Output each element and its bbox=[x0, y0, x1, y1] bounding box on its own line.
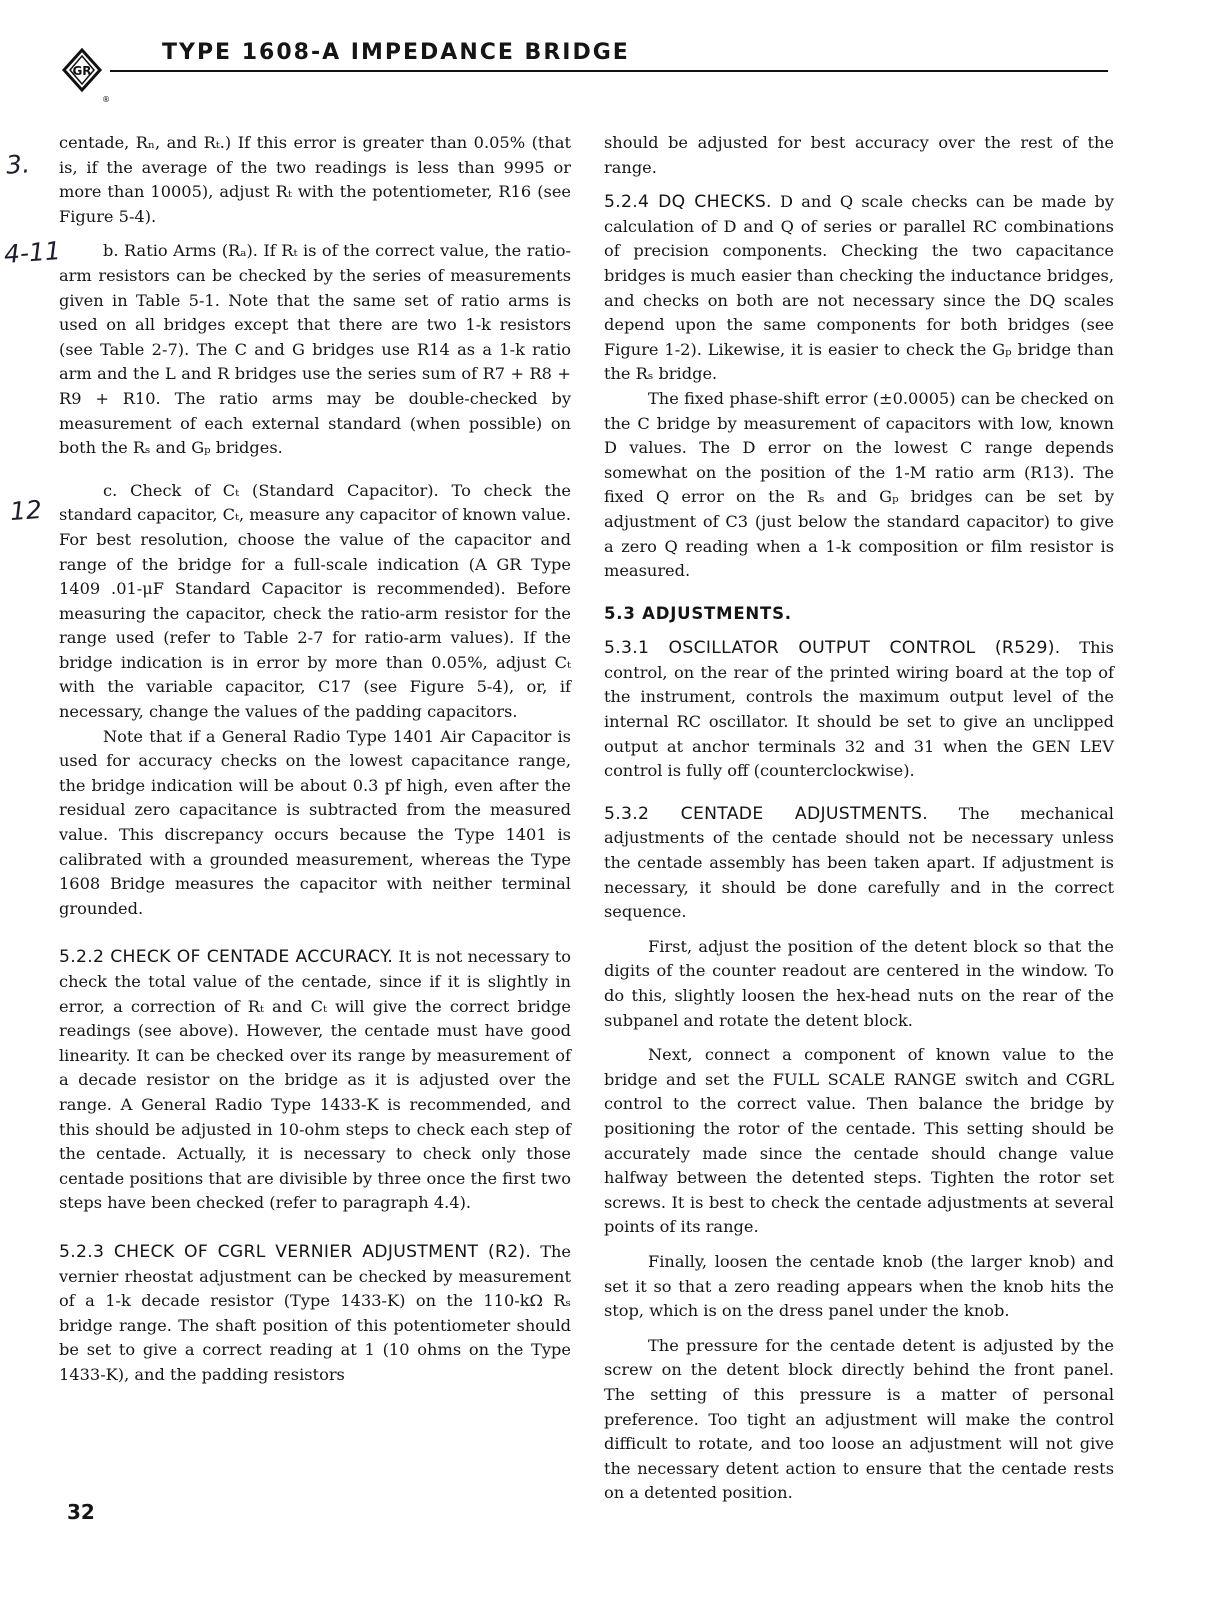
right-column bbox=[604, 131, 1114, 1506]
gr-logo-icon bbox=[60, 46, 112, 104]
paragraph-phase-shift: The fixed phase-shift error (±0.0005) can be checked on the C bridge by measurement of capacitors with low, known D values. The D error on the lowest C range depends somewhat on the position of the 1-M ratio arm (R13). The fixed Q error on the Rₛ and Gₚ bridges can be set by adjustment of C3 (just below the standard capacitor) to give a zero Q reading when a 1-k composition or film resistor is measured. bbox=[604, 388, 1114, 581]
section-5-3-heading bbox=[604, 602, 1114, 627]
registered-mark: ® bbox=[102, 95, 110, 104]
page-header-title: TYPE 1608-A IMPEDANCE BRIDGE bbox=[162, 40, 630, 65]
section-5-3-2 bbox=[604, 802, 1114, 925]
page-number: 32 bbox=[67, 1500, 95, 1524]
section-heading: 5.2.2 CHECK OF CENTADE ACCURACY. bbox=[59, 947, 394, 968]
section-body: The mechanical adjustments of the centade should not be necessary unless the centade assembly has been taken apart. If adjustment is necessary, it should be done carefully and in the correct sequence. bbox=[604, 803, 1114, 922]
section-5-2-2 bbox=[59, 945, 571, 1216]
section-heading: 5.2.4 DQ CHECKS. bbox=[604, 192, 772, 213]
paragraph-balance-bridge: Next, connect a component of known value to the bridge and set the FULL SCALE RANGE switch and CGRL control to the correct value. Then balance the bridge by positioning the rotor of the centade. This setting should be accurately made since the centade should change value halfway between the detented steps. Tighten the rotor set screws. It is best to check the centade adjustments at several points of its range. bbox=[604, 1045, 1114, 1237]
section-body: This control, on the rear of the printed wiring board at the top of the instrument, controls the maximum output level of the internal RC oscillator. It should be set to give an unclipped output at anchor terminals 32 and 31 when the GEN LEV control is fully off (counterclockwise). bbox=[604, 638, 1114, 781]
margin-note-3: 12 bbox=[9, 494, 43, 527]
section-5-2-4 bbox=[604, 190, 1114, 387]
logo-lettering: GR bbox=[72, 64, 92, 78]
section-heading: 5.3.2 CENTADE ADJUSTMENTS. bbox=[604, 803, 928, 824]
margin-note-2: 4-11 bbox=[3, 236, 62, 269]
paragraph: should be adjusted for best accuracy over the rest of the range. bbox=[604, 133, 1114, 177]
section-body: D and Q scale checks can be made by calculation of D and Q of series or parallel RC combinations of precision components. Checking the two capacitance bridges is much easier than checking the inductance bridges, and checks on both are not necessary since the DQ scales depend upon the same components for both bridges (see Figure 1-2). Likewise, it is easier to check the Gₚ bridge than the Rₛ bridge. bbox=[604, 192, 1114, 384]
section-body: It is not necessary to check the total value of the centade, since if it is slightly in error, a correction of Rₜ and Cₜ will give the correct bridge readings (see above). However, the centade must have good linearity. It can be checked over its range by measurement of a decade resistor on the bridge as it is adjusted over the range. A General Radio Type 1433-K is recommended, and this should be adjusted in 10-ohm steps to check each step of the centade. Actually, it is necessary to check only those centade positions that are divisible by three once the first two steps have been checked (refer to paragraph 4.4). bbox=[59, 947, 571, 1213]
section-heading: 5.2.3 CHECK OF CGRL VERNIER ADJUSTMENT (R2). bbox=[59, 1241, 532, 1262]
header-rule bbox=[110, 70, 1108, 72]
section-heading: 5.3.1 OSCILLATOR OUTPUT CONTROL (R529). bbox=[604, 638, 1061, 659]
paragraph-detent-pressure: The pressure for the centade detent is adjusted by the screw on the detent block directly behind the front panel. The setting of this pressure is a matter of personal preference. Too tight an adjustment will make the control difficult to rotate, and too loose an adjustment will not give the necessary detent action to ensure that the centade rests on a detented position. bbox=[604, 1335, 1114, 1503]
margin-note-1: 3. bbox=[5, 149, 31, 180]
paragraph-detent-block: First, adjust the position of the detent block so that the digits of the counter readout are centered in the window. To do this, slightly loosen the hex-head nuts on the rear of the subpanel and rotate the detent block. bbox=[604, 936, 1114, 1030]
paragraph-centade-knob: Finally, loosen the centade knob (the larger knob) and set it so that a zero reading appears when the knob hits the stop, which is on the dress panel under the knob. bbox=[604, 1251, 1114, 1321]
section-body: The vernier rheostat adjustment can be checked by measurement of a 1-k decade resistor (Type 1433-K) on the 110-kΩ Rₛ bridge range. The shaft position of this potentiometer should be set to give a correct reading at 1 (10 ohms on the Type 1433-K), and the padding resistors bbox=[59, 1241, 572, 1384]
section-5-3-1 bbox=[604, 636, 1114, 784]
left-column bbox=[59, 131, 571, 1388]
paragraph-standard-capacitor: c. Check of Cₜ (Standard Capacitor). To check the standard capacitor, Cₜ, measure any capacitor of known value. For best resolution, choose the value of the capacitor and range of the bridge for a full-scale indication (A GR Type 1409 .01-μF Standard Capacitor is recommended). Before measuring the capacitor, check the ratio-arm resistor for the range used (refer to Table 2-7 for ratio-arm values). If the bridge indication is in error by more than 0.05%, adjust Cₜ with the variable capacitor, C17 (see Figure 5-4), or, if necessary, change the values of the padding capacitors. bbox=[59, 480, 571, 722]
paragraph-ratio-arms: b. Ratio Arms (Rₐ). If Rₜ is of the correct value, the ratio-arm resistors can be checked by the series of measurements given in Table 5-1. Note that the same set of ratio arms is used on all bridges except that there are two 1-k resistors (see Table 2-7). The C and G bridges use R14 as a 1-k ratio arm and the L and R bridges use the series sum of R7 + R8 + R9 + R10. The ratio arms may be double-checked by measurement of each external standard (when possible) on both the Rₛ and Gₚ bridges. bbox=[59, 241, 571, 458]
paragraph-air-capacitor-note: Note that if a General Radio Type 1401 Air Capacitor is used for accuracy checks on the lowest capacitance range, the bridge indication will be about 0.3 pf high, even after the residual zero capacitance is subtracted from the measured value. This discrepancy occurs because the Type 1401 is calibrated with a grounded measurement, whereas the Type 1608 Bridge measures the capacitor with neither terminal grounded. bbox=[59, 726, 571, 918]
section-5-2-3 bbox=[59, 1240, 571, 1388]
section-heading: 5.3 ADJUSTMENTS. bbox=[604, 603, 792, 623]
paragraph: centade, Rₙ, and Rₜ.) If this error is greater than 0.05% (that is, if the average of the two readings is less than 9995 or more than 10005), adjust Rₜ with the potentiometer, R16 (see Figure 5-4). bbox=[59, 133, 571, 226]
